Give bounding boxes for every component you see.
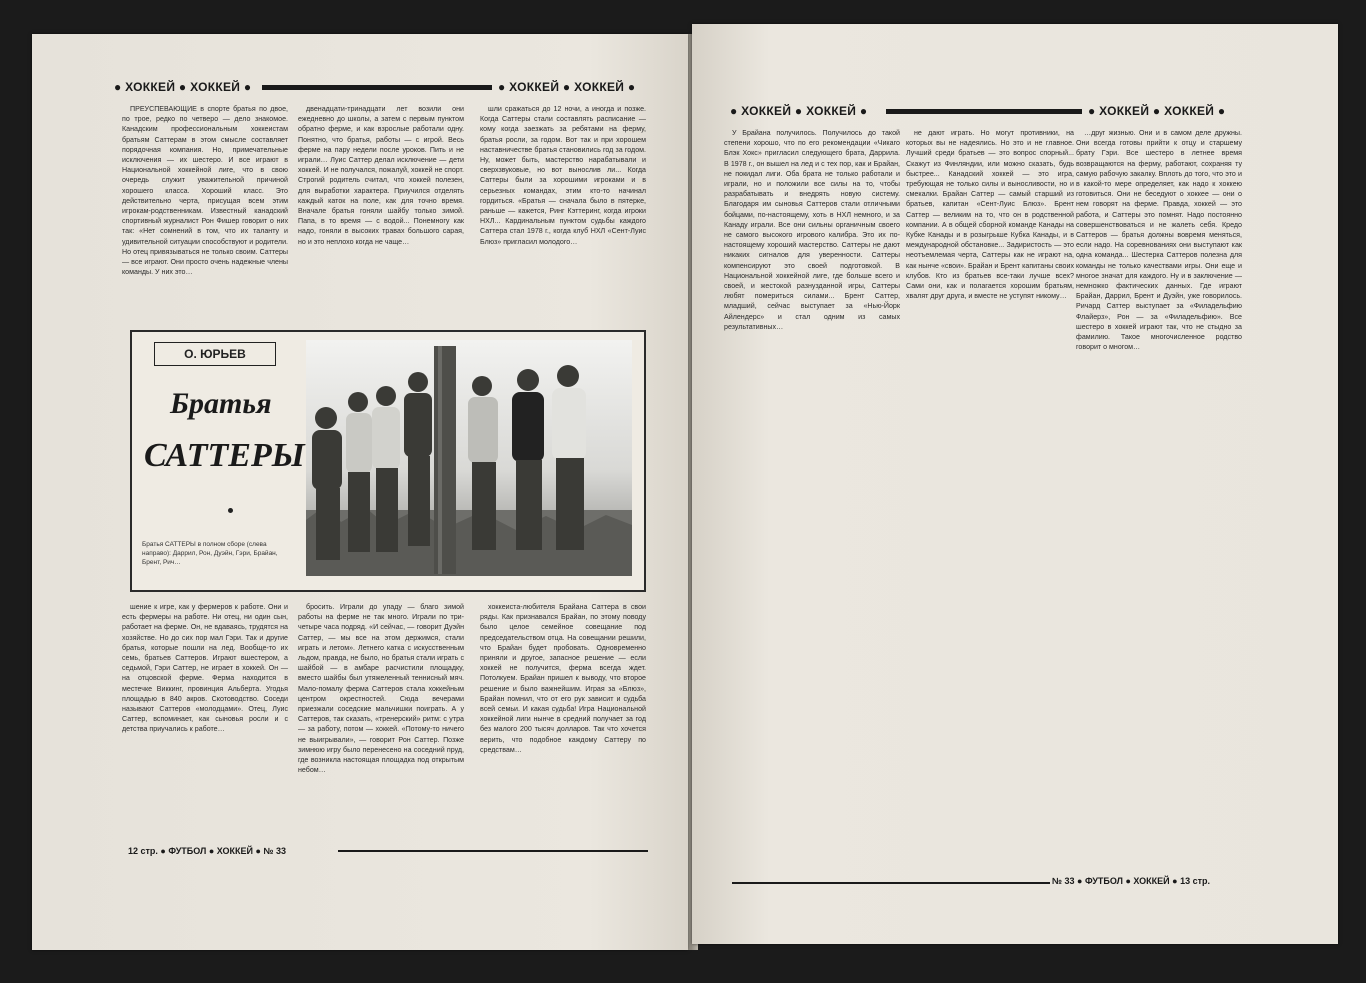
author-name: О. ЮРЬЕВ	[154, 342, 276, 366]
left-col1-bottom-text: шение к игре, как у фермеров к работе. Они и есть фермеры на работе. Ни отец, ни один сын, работает на ферме. Он, не вдаваясь, трудятся на хозяйстве. Но до сих пор мал Гэри. Так и другие братья, которые пошли на лед. Вообще-то их семь, братьев Саттеров. Играют вшестером, а седьмой, Гэри Саттер, не играет в хоккей. Он — на отцовской ферме. Ферма находится в местечке Виккинг, провинция Альберта. Угодья площадью в 840 акров. Скотоводство. Соседи называют Саттеров «молодцами». Отец, Луис Саттер, вспоминает, как сыновья росли и с детства приучались к работе…	[122, 603, 288, 734]
title-line-1: Братья	[170, 387, 272, 420]
left-column-1-top	[122, 104, 288, 322]
right-footer-rule	[732, 882, 1050, 884]
title-line-2: САТТЕРЫ	[144, 437, 305, 474]
right-col2-text: не дают играть. Но могут противники, на которых вы не надеялись. Но это и не главное. Лучший среди братьев — это вопрос спорный... Скажут из Финляндии, или можно сказать, будь быстрее... Канадский хоккей — это игра, требующая не только силы и выносливости, но и смекалки. Брайан Саттер — самый старший из братьев, капитан «Сент-Луис Блюз». Брент Саттер — великим на то, что он в родственной компании. А в общей сборной команде Канады на Кубке Канады и в розыгрыше Кубка Канады, и в международной обстановке... Задиристость — это неотъемлемая черта, Саттеры как не играют на, как нынче «свои». Брайан и Брент капитаны своих клубов. Кто из братьев все-таки лучше всех? Сами они, как и полагается хорошим братьям, хвалят друг друга, и вместе не уступят никому…	[906, 129, 1074, 301]
left-header-rule	[262, 85, 492, 90]
left-column-3-top	[480, 104, 646, 322]
right-column-3	[1076, 128, 1242, 878]
left-col2-bottom-text: бросить. Играли до упаду — благо зимой работы на ферме не так много. Играли по три-четыре часа подряд. «И сейчас, — говорит Дуэйн Саттер, — мы все на этом держимся, стали играть и летом». Летнего катка с искусственным льдом, правда, не было, но братья стали играть с шайбой — в амбаре расчистили площадку, вместо шайбы был утяжеленный теннисный мяч. Мало-помалу ферма Саттеров стала хоккейным центром окрестностей. Сюда вечерами приезжали соседские мальчишки поиграть. А у Саттеров, так сказать, «тренерский» ритм: с утра — за работу, потом — хоккей. «Потому-то ничего не выигрывали», — говорит Рон Саттер. Позже зимнюю игру было перенесено на соседний пруд, где возникла настоящая площадка под открытым небом…	[298, 603, 464, 775]
brothers-photo	[306, 340, 632, 576]
left-column-3-bottom	[480, 602, 646, 854]
article-title-box	[130, 330, 646, 592]
left-column-1-bottom	[122, 602, 288, 854]
right-header-left: ● ХОККЕЙ ● ХОККЕЙ ●	[730, 104, 868, 118]
left-col1-top-text: ПРЕУСПЕВАЮЩИЕ в спорте братья по двое, по трое, редко по четверо — дело знакомое. Канадским профессиональным хоккеистам братьям Саттерам в этом смысле составляет порядочная компания. Но, примечательные исключения — их шестеро. И все играют в Национальной хоккейной лиге, что в свою очередь служит уважительной причиной хорошего класса. Хороший класс. Это действительно черта, присущая всем этим игрокам-родственникам. Известный канадский спортивный журналист Рон Фишер говорит о них так: «Нет сомнений в том, что их таланту и удивительной ситуации способствуют и родители. Но отец привязываться не только своим. Саттеры — все играют. Они просто очень надежные члены команды. У них это…	[122, 105, 288, 277]
photo-caption: Братья САТТЕРЫ в полном сборе (слева направо): Даррил, Рон, Дуэйн, Гэри, Брайан, Брент, Рич…	[142, 541, 278, 566]
left-column-2-top	[298, 104, 464, 322]
right-column-1	[724, 128, 900, 878]
right-page	[692, 24, 1338, 944]
right-col1-text: У Брайана получилось. Получилось до такой степени хорошо, что по его рекомендации «Чикаго Блэк Хокс» пригласил следующего брата, Даррила. В 1978 г., он вышел на лед и с тех пор, как и Брайан, не покидал лиги. Оба брата не только работали и играли, но и положили все силы на то, чтобы разрабатывать и внедрять новую систему. Благодаря им сыновья Саттеров стали отличными бойцами, по-настоящему, хоть в НХЛ немного, и за Канаду играли. Все они сильны органичным своего не самого высокого игрового калибра. Это их по-настоящему хороший мастерство. Саттеры не дают никаких сигналов для уверенности. Саттеры компенсируют это своей подготовкой. В Национальной хоккейной лиге, где больше всего и своей, и жестокой разнузданной игры, Саттеры любят помериться силами... Брент Саттер, младший, сейчас выступает за «Нью-Йорк Айлендерс» и стал одним из самых результативных…	[724, 129, 900, 331]
right-column-2	[906, 128, 1074, 878]
left-footer-rule	[338, 850, 648, 852]
left-col2-top-text: двенадцати-тринадцати лет возили они ежедневно до школы, а затем с первым пунктом обратно ферме, и как взрослые работали одну. Понятно, что братья, работы — с игрой. Весь ферме на пару недели после уроков. Пить и не играли… Луис Саттер делал исключение — дети хоккей. И не получался, пожалуй, хоккей не спорт. Строгий родитель считал, что хоккей полезен, для выработки характера. Приучился отделять каждый каток на поле, как для точно время. Вначале братья гоняли шайбу только зимой. Папа, в то время — с водой... Понемногу как надо, гоняли в высоких травах большого сарая, но и это неплохо когда не чаще…	[298, 105, 464, 246]
left-col3-top-text: шли сражаться до 12 ночи, а иногда и позже. Когда Саттеры стали составлять расписание — кому когда заезжать за ребятами на ферму, братья росли, за годом. Вот так и при хорошем наставничестве братья становились год за годом. Ну, может быть, мастерство нарабатывали и сверхзвуковые, но вот вынослив ли... Когда Саттеры были за хорошими игроками и в серьезных командах, этим кто-то начинал гордиться. «Братья — сначала было в пятерке, раньше — кажется, Ринг Кэттеринг, когда игроки НХЛ... Кардинальным пунктом судьбы каждого Саттера стал 1978 г., когда клуб НХЛ «Сент-Луис Блюз» пригласил молодого…	[480, 105, 646, 246]
right-header-right: ● ХОККЕЙ ● ХОККЕЙ ●	[1088, 104, 1226, 118]
left-footer: 12 стр. ● ФУТБОЛ ● ХОККЕЙ ● № 33	[128, 846, 287, 856]
bullet-dot	[228, 508, 233, 513]
right-footer: № 33 ● ФУТБОЛ ● ХОККЕЙ ● 13 стр.	[1052, 876, 1211, 886]
left-header-right: ● ХОККЕЙ ● ХОККЕЙ ●	[498, 80, 636, 94]
right-header-rule	[886, 109, 1082, 114]
left-col3-bottom-text: хоккеиста-любителя Брайана Саттера в свои ряды. Как признавался Брайан, по этому поводу было целое семейное совещание под председательством отца. На совещании решили, что Брайан будет пробовать. Одновременно приняли и другое, запасное решение — если хоккей не получится, ферма всегда ждет. Потолкуем. Брайан пришел к выводу, что второе решение и было важнейшим. Играя за «Блюз», Брайан помнил, что от его рук зависит и судьба всей семьи. И какая судьба! Игра Национальной хоккейной лиги нынче в средний получает за год без малого 200 тысяч долларов. Так что хочется верить, что подобное каждому Саттеру по средствам…	[480, 603, 646, 754]
right-col3-text: …друг жизнью. Они и в самом деле дружны. Они всегда готовы прийти к отцу и старшему брату Гэри. Все шестеро в летнее время возвращаются на ферму, работают, сохраняя ту самую рабочую закалку. Вплоть до того, что это и в какой-то мере определяет, как надо к хоккею готовиться. Они не беседуют о хоккее — они о нем говорят на ферме. Правда, хоккей — это работа, и Саттеры это помнят. Надо постоянно совершенствоваться и не жалеть себя. Кредо Саттеров — братья должны вовремя меняться, если надо. На соревнованиях они выступают как одна команда... Шестерка Саттеров полезна для команды не только качествами игры. Они еще и многое значат для каждого. Ну и в заключение — немножко фактических данных. Где играют Брайан, Даррил, Брент и Дуэйн, уже говорилось. Ричард Саттер выступает за «Филадельфию Флайерз», Рон — за «Филадельфию». Все шестеро в хоккей играют так, что не стыдно за фамилию. Такое многочисленное родство говорит о многом…	[1076, 129, 1242, 352]
left-column-2-bottom	[298, 602, 464, 854]
left-header-left: ● ХОККЕЙ ● ХОККЕЙ ●	[114, 80, 252, 94]
left-page	[32, 34, 688, 950]
